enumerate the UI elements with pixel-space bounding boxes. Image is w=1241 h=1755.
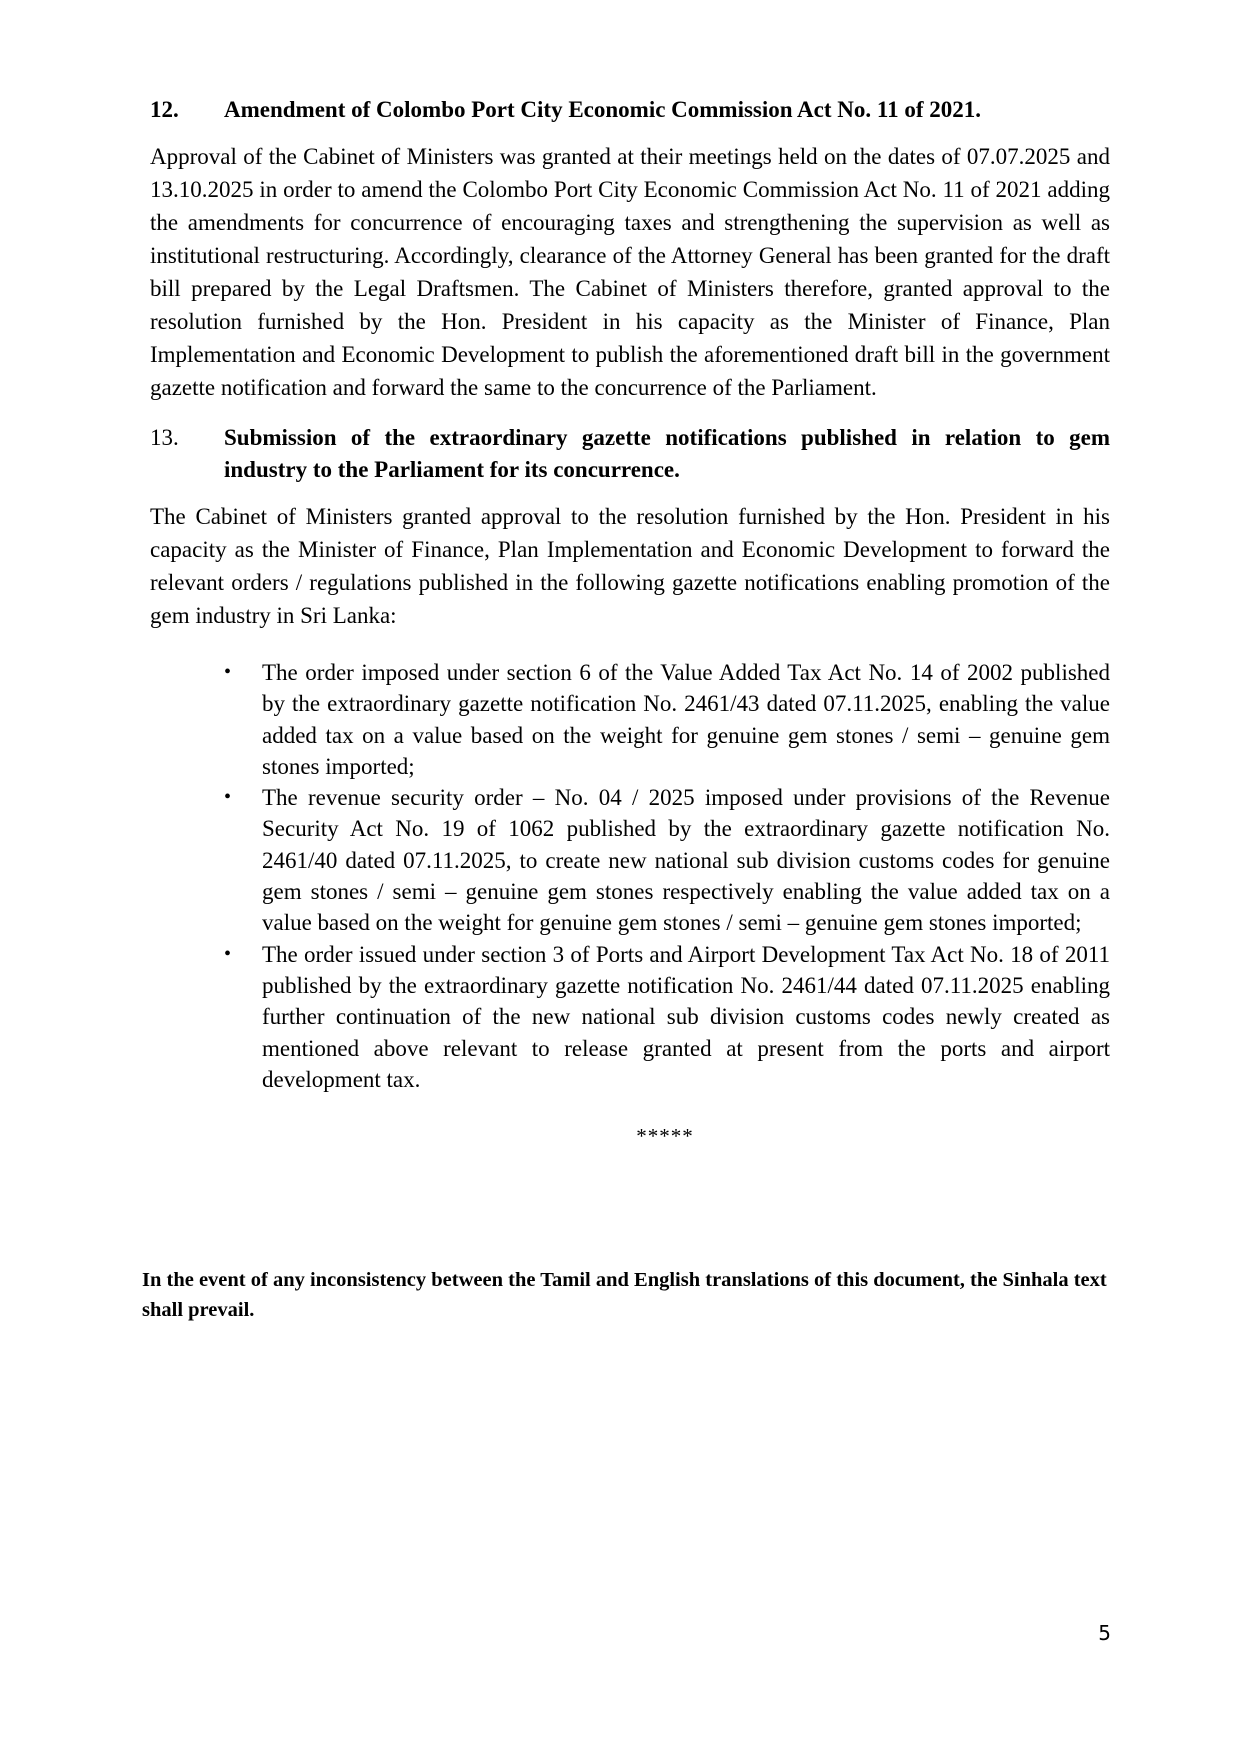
list-item-text: The order imposed under section 6 of the Value Added Tax Act No. 14 of 2002 published by the extraordinary gazette notification No. 2461/43 dated 07.11.2025, enabling the value added tax on a value based on the weight for genuine gem stones / semi – genuine gem stones imported;: [262, 660, 1110, 779]
list-item: [224, 939, 1110, 1095]
section-13-number: 13.: [150, 425, 179, 450]
list-item: [224, 657, 1110, 782]
bullet-icon: •: [224, 786, 232, 809]
section-12-body: Approval of the Cabinet of Ministers was granted at their meetings held on the dates of 07.07.2025 and 13.10.2025 in order to amend the Colombo Port City Economic Commission Act No. 11 of 2021 adding the amendments for concurrence of encouraging taxes and strengthening the supervision as well as institutional restructuring. Accordingly, clearance of the Attorney General has been granted for the draft bill prepared by the Legal Draftsmen. The Cabinet of Ministers therefore, granted approval to the resolution furnished by the Hon. President in his capacity as the Minister of Finance, Plan Implementation and Economic Development to publish the aforementioned draft bill in the government gazette notification and forward the same to the concurrence of the Parliament.: [150, 144, 1110, 400]
section-13-heading: [150, 422, 1110, 486]
section-12-number: 12.: [150, 97, 179, 122]
page-number: 5: [1098, 1621, 1111, 1645]
section-separator: *****: [636, 1124, 694, 1149]
section-13-body: The Cabinet of Ministers granted approval to the resolution furnished by the Hon. President in his capacity as the Minister of Finance, Plan Implementation and Economic Development to forward the relevant orders / regulations published in the following gazette notifications enabling promotion of the gem industry in Sri Lanka:: [150, 504, 1110, 628]
footer-note: In the event of any inconsistency between the Tamil and English translations of this document, the Sinhala text shall prevail.: [142, 1269, 1107, 1321]
list-item: [224, 782, 1110, 938]
section-12-heading: [150, 94, 1110, 126]
bullet-icon: •: [224, 942, 232, 965]
gazette-list: [150, 657, 1110, 1095]
section-13-title: Submission of the extraordinary gazette notifications published in relation to gem industry to the Parliament for its concurrence.: [224, 425, 1110, 482]
list-item-text: The order issued under section 3 of Ports and Airport Development Tax Act No. 18 of 2011 published by the extraordinary gazette notification No. 2461/44 dated 07.11.2025 enabling further continuation of the new national sub division customs codes newly created as mentioned above relevant to release granted at present from the ports and airport development tax.: [262, 941, 1110, 1092]
bullet-icon: •: [224, 661, 232, 683]
page-content: [150, 94, 1110, 1150]
list-item-text: The revenue security order – No. 04 / 2025 imposed under provisions of the Revenue Security Act No. 19 of 1062 published by the extraordinary gazette notification No. 2461/40 dated 07.11.2025, to create new national sub division customs codes for genuine gem stones / semi – genuine gem stones respectively enabling the value added tax on a value based on the weight for genuine gem stones / semi – genuine gem stones imported;: [262, 785, 1110, 936]
section-12-title: Amendment of Colombo Port City Economic Commission Act No. 11 of 2021.: [224, 97, 982, 122]
